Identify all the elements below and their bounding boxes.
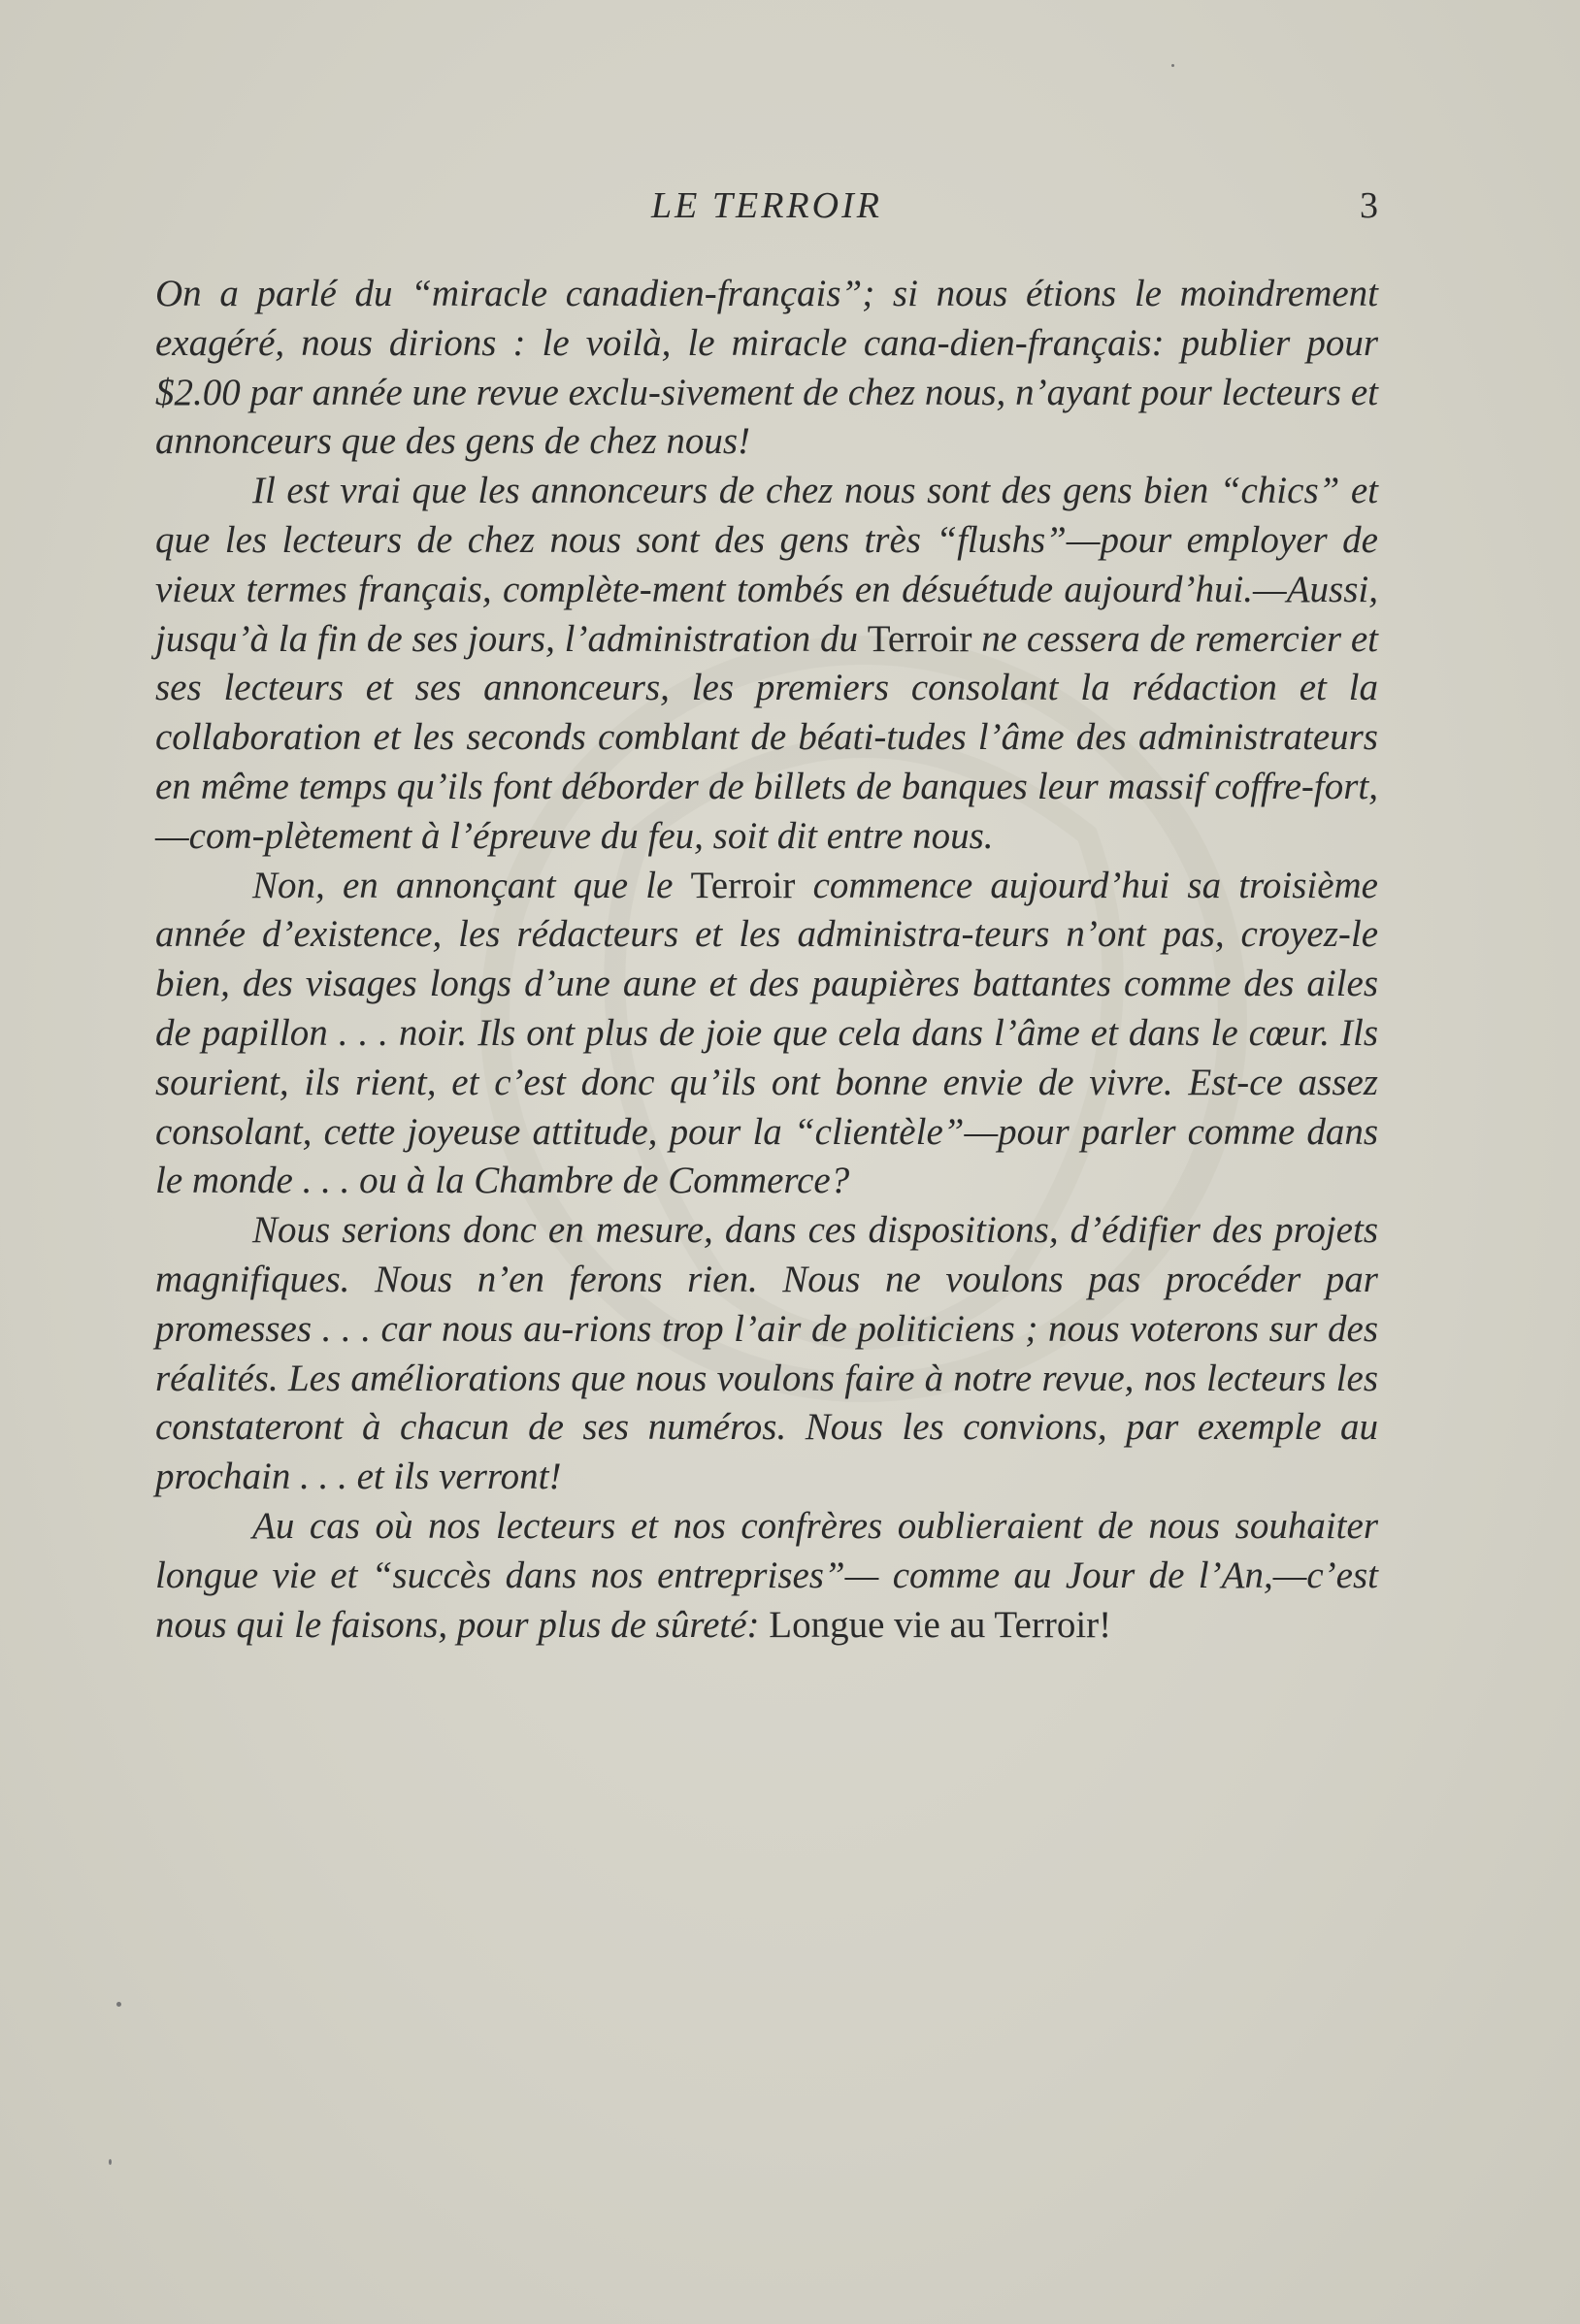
closing-slogan: Longue vie au Terroir! <box>769 1603 1112 1646</box>
running-title: LE TERROIR <box>651 185 882 226</box>
paper-speck <box>109 2159 112 2165</box>
paragraph-text: ne cessera de remercier et ses lecteurs et ses annonceurs, les premiers consolant la rédaction et la collaboration et les seconds comblant de béati-tudes l’âme des administrateurs en même temps qu’ils font déborder de billets de banques leur massif coffre-fort,—com-plètement à l’épreuve du feu, soit dit entre nous. <box>155 617 1378 857</box>
paragraph-text: Nous serions donc en mesure, dans ces dispositions, d’édifier des projets magnifiques. Nous n’en ferons rien. Nous ne voulons pas procéder par promesses . . . car nous au-rions trop l’air de politiciens ; nous voterons sur des réalités. Les améliorations que nous voulons faire à notre revue, nos lecteurs les constateront à chacun de ses numéros. Nous les convions, par exemple au prochain . . . et ils verront! <box>155 1209 1378 1498</box>
paragraph-text: Au cas où nos lecteurs et nos confrères oublieraient de nous souhaiter longue vie et “succès dans nos entreprises”— comme au Jour de l’An,—c’est nous qui le faisons, pour plus de sûreté: <box>155 1504 1378 1646</box>
paragraph-3 <box>155 862 1378 1207</box>
journal-title: Terroir <box>867 617 972 660</box>
paragraph-1 <box>155 270 1378 467</box>
paragraph-text: commence aujourd’hui sa troisième année d’existence, les rédacteurs et les administra-teurs n’ont pas, croyez-le bien, des visages longs d’une aune et des paupières battantes comme des ailes de papillon . . . noir. Ils ont plus de joie que cela dans l’âme et dans le cœur. Ils sourient, ils rient, et c’est donc qu’ils ont bonne envie de vivre. Est-ce assez consolant, cette joyeuse attitude, pour la “clientèle”—pour parler comme dans le monde . . . ou à la Chambre de Commerce? <box>155 864 1378 1202</box>
paragraph-2 <box>155 467 1378 861</box>
journal-title: Terroir <box>690 864 796 906</box>
paper-speck <box>116 2002 121 2007</box>
paragraph-5 <box>155 1502 1378 1650</box>
page-number: 3 <box>1360 185 1378 226</box>
paragraph-text: Non, en annonçant que le <box>252 864 691 906</box>
running-head <box>155 184 1378 233</box>
paragraph-text: Il est vrai que les annonceurs de chez nous sont des gens bien “chics” et que les lecteurs de chez nous sont des gens très “flushs”—pour employer de vieux termes français, complète-ment tombés en désuétude aujourd’hui.—Aussi, jusqu’à la fin de ses jours, l’administration du <box>155 470 1378 660</box>
paragraph-4 <box>155 1206 1378 1502</box>
paragraph-text: On a parlé du “miracle canadien-français”; si nous étions le moindrement exagéré, nous dirions : le voilà, le miracle cana-dien-français: publier pour $2.00 par année une revue exclu-sivement de chez nous, n’ayant pour lecteurs et annonceurs que des gens de chez nous! <box>155 273 1378 463</box>
article-body <box>155 270 1378 1650</box>
paper-speck <box>1171 64 1174 67</box>
